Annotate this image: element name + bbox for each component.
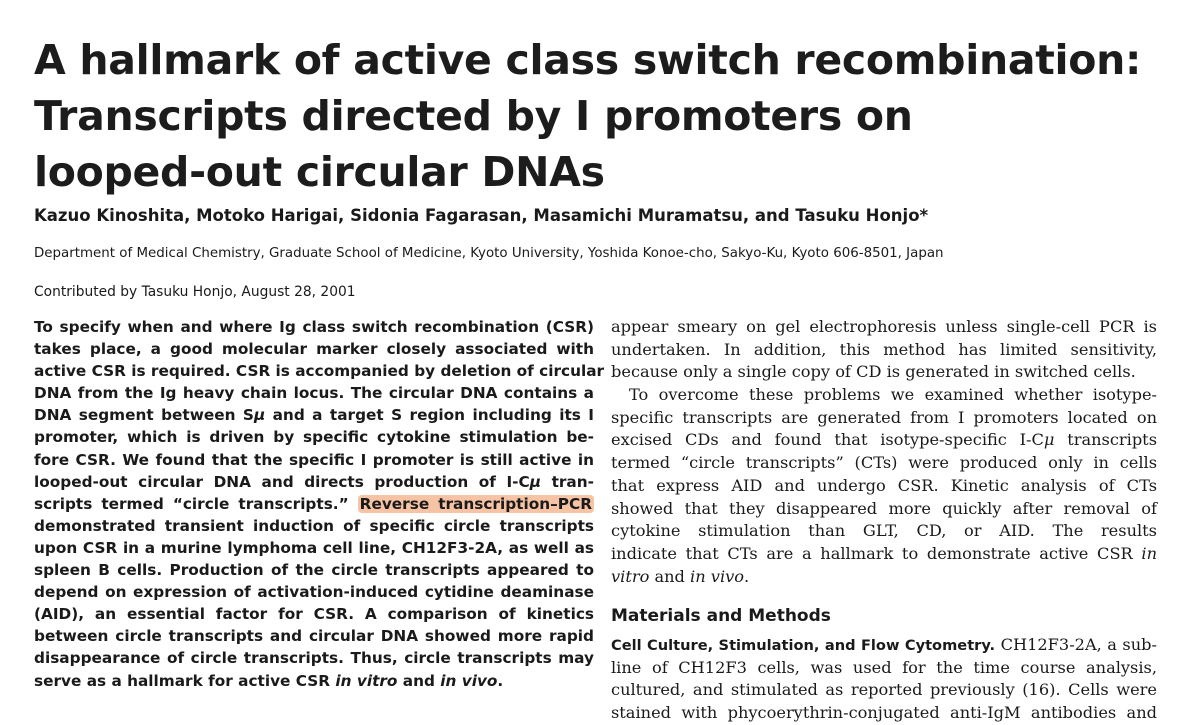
- abstract-text: .: [497, 671, 504, 690]
- body-line: [611, 566, 1157, 589]
- in-vivo-term: in vivo: [440, 671, 498, 690]
- body-text: indicate that CTs are a hallmark to demonstrate active CSR: [611, 543, 1142, 563]
- subsection-heading: Cell Culture, Stimulation, and Flow Cytometry.: [611, 637, 996, 654]
- abstract-line: disappearance of circle transcripts. Thus, circle transcripts may: [34, 649, 594, 668]
- abstract-line: upon CSR in a murine lymphoma cell line, CH12F3-2A, as well as: [34, 538, 594, 557]
- body-line: because only a single copy of CD is generated in switched cells.: [611, 362, 1136, 382]
- methods-line: [611, 634, 1157, 657]
- contributed-by-note: Contributed by Tasuku Honjo, August 28, 2001: [34, 284, 356, 300]
- abstract-text: scripts termed “circle transcripts.”: [34, 494, 358, 513]
- body-text: .: [744, 566, 750, 586]
- body-text: excised CDs and found that isotype-specific I-C: [611, 430, 1044, 450]
- highlighted-phrase[interactable]: Reverse transcription–PCR: [359, 494, 592, 513]
- body-line: appear smeary on gel electrophoresis unless single-cell PCR is: [611, 317, 1157, 336]
- mu-symbol: μ: [529, 472, 542, 491]
- body-line: [611, 543, 1157, 566]
- title-line-3: looped-out circular DNAs: [34, 148, 605, 196]
- abstract-line: takes place, a good molecular marker closely associated with: [34, 340, 594, 359]
- abstract-line: (AID), an essential factor for CSR. A comparison of kinetics: [34, 605, 594, 624]
- abstract-text: DNA segment between S: [34, 406, 254, 425]
- in-vitro-term: in vitro: [335, 671, 398, 690]
- abstract-line: [34, 471, 594, 493]
- in-vitro-word: vitro: [611, 566, 650, 586]
- section-heading: Materials and Methods: [611, 606, 831, 626]
- abstract-line: DNA from the Ig heavy chain locus. The circular DNA contains a: [34, 384, 594, 403]
- article-title: [34, 32, 1174, 200]
- affiliation: Department of Medical Chemistry, Graduate School of Medicine, Kyoto University, Yoshida Konoe-cho, Sakyo-Ku, Kyoto 606-8501, Japan: [34, 246, 944, 261]
- mu-symbol: μ: [1043, 430, 1055, 450]
- body-line: termed “circle transcripts” (CTs) were produced only in cells: [611, 453, 1157, 473]
- methods-line: stained with phycoerythrin-conjugated anti-IgM antibodies and: [611, 703, 1157, 723]
- mu-symbol: μ: [253, 406, 266, 425]
- methods-text: CH12F3-2A, a sub-: [995, 635, 1158, 654]
- in-vivo-term: in vivo: [690, 566, 745, 586]
- methods-line: cultured, and stimulated as reported previously (16). Cells were: [611, 680, 1157, 700]
- abstract-text: looped-out circular DNA and directs production of I-C: [34, 472, 530, 491]
- body-line: [611, 429, 1157, 452]
- abstract-line: spleen B cells. Production of the circle transcripts appeared to: [34, 561, 594, 580]
- body-line: that express AID and undergo CSR. Kinetic analysis of CTs: [611, 475, 1157, 495]
- abstract-text: and: [397, 671, 441, 690]
- body-text: and: [649, 566, 691, 586]
- author-list: Kazuo Kinoshita, Motoko Harigai, Sidonia Fagarasan, Masamichi Muramatsu, and Tasuku Honjo*: [34, 206, 929, 225]
- title-line-1: A hallmark of active class switch recombination:: [34, 36, 1142, 84]
- methods-section: [611, 634, 1157, 725]
- abstract-line: active CSR is required. CSR is accompanied by deletion of circular: [34, 362, 605, 381]
- abstract-line: To specify when and where Ig class switch recombination (CSR): [34, 318, 594, 336]
- abstract-line: [34, 670, 594, 692]
- abstract-text: and a target S region including its I: [265, 406, 595, 425]
- abstract-line: fore CSR. We found that the specific I promoter is still active in: [34, 450, 594, 469]
- in-vitro-term: in: [1141, 543, 1157, 563]
- body-line: undertaken. In addition, this method has limited sensitivity,: [611, 339, 1157, 359]
- title-line-2: Transcripts directed by I promoters on: [34, 92, 913, 140]
- methods-line: line of CH12F3 cells, was used for the time course analysis,: [611, 657, 1157, 677]
- abstract-line: demonstrated transient induction of specific circle transcripts: [34, 516, 594, 535]
- abstract: [34, 316, 605, 692]
- introduction-column: [611, 316, 1157, 588]
- body-line: showed that they disappeared more quickly after removal of: [611, 498, 1157, 518]
- abstract-line: [34, 404, 594, 426]
- body-text: transcripts: [1054, 430, 1157, 450]
- abstract-text: serve as a hallmark for active CSR: [34, 671, 336, 690]
- abstract-text: tran-: [541, 472, 594, 491]
- abstract-line: depend on expression of activation-induced cytidine deaminase: [34, 583, 594, 602]
- body-line: To overcome these problems we examined whether isotype-: [629, 385, 1157, 405]
- abstract-line: [34, 493, 594, 515]
- body-line: cytokine stimulation than GLT, CD, or AID. The results: [611, 521, 1157, 541]
- abstract-line: promoter, which is driven by specific cytokine stimulation be-: [34, 428, 594, 447]
- body-line: specific transcripts are generated from I promoters located on: [611, 407, 1157, 427]
- abstract-line: between circle transcripts and circular DNA showed more rapid: [34, 627, 594, 646]
